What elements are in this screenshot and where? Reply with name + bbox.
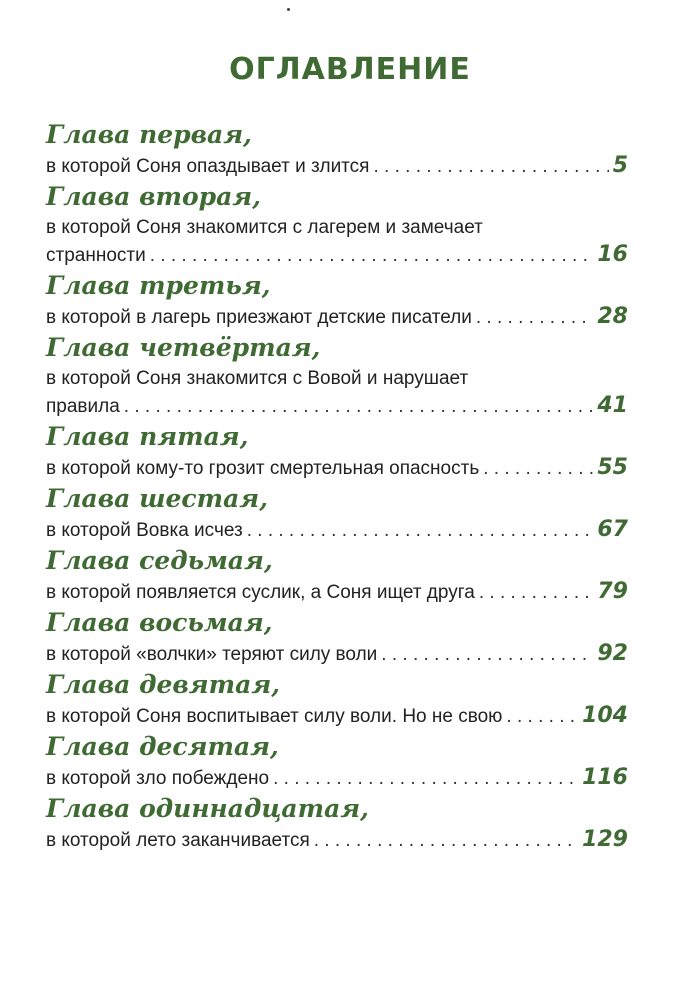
toc-entry[interactable]: [46, 606, 628, 668]
chapter-description: в которой «волчки» теряют силу воли: [46, 644, 378, 665]
dot-leader: [150, 242, 594, 269]
chapter-description: в которой кому-то грозит смертельная опасность: [46, 458, 480, 479]
page-title: ОГЛАВЛЕНИЕ: [229, 52, 471, 87]
toc-entry[interactable]: [46, 331, 628, 420]
chapter-heading: Глава девятая,: [46, 670, 280, 699]
chapter-description-line: [46, 303, 628, 331]
chapter-description-line: [46, 702, 628, 730]
chapter-description: в которой Соня знакомится с Вовой и нарушает: [46, 368, 469, 389]
chapter-heading: Глава одиннадцатая,: [46, 794, 369, 823]
dot-leader: [381, 641, 593, 668]
dot-leader: [476, 304, 594, 331]
chapter-description-line: [46, 578, 628, 606]
toc-entry[interactable]: [46, 420, 628, 482]
chapter-heading: Глава десятая,: [46, 732, 279, 761]
dot-leader: [124, 393, 594, 420]
dot-leader: [314, 827, 578, 854]
page-number: 41: [597, 393, 628, 418]
chapter-description: странности: [46, 245, 146, 266]
dot-leader: [483, 455, 593, 482]
chapter-description-line: [46, 516, 628, 544]
toc-entry[interactable]: [46, 118, 628, 180]
chapter-description: в которой Вовка исчез: [46, 520, 243, 541]
toc-entry[interactable]: [46, 269, 628, 331]
page-number: 129: [582, 827, 628, 852]
chapter-description: в которой в лагерь приезжают детские писатели: [46, 307, 472, 328]
chapter-heading: Глава седьмая,: [46, 546, 273, 575]
dot-leader: [273, 765, 578, 792]
chapter-heading: Глава пятая,: [46, 422, 249, 451]
chapter-description-line: [46, 152, 628, 180]
chapter-description: правила: [46, 396, 120, 417]
toc-entry[interactable]: [46, 180, 628, 269]
chapter-description-line: [46, 764, 628, 792]
chapter-heading: Глава четвёртая,: [46, 333, 321, 362]
chapter-description-line: [46, 392, 628, 420]
toc-entry[interactable]: [46, 730, 628, 792]
toc-entry[interactable]: [46, 792, 628, 854]
toc-entry[interactable]: [46, 544, 628, 606]
chapter-description-line: [46, 826, 628, 854]
dot-leader: [373, 153, 608, 180]
dot-leader: [506, 703, 578, 730]
chapter-heading: Глава шестая,: [46, 484, 268, 513]
page-number: 55: [597, 455, 628, 480]
chapter-heading: Глава первая,: [46, 120, 252, 149]
toc-entry[interactable]: [46, 482, 628, 544]
chapter-description: в которой появляется суслик, а Соня ищет друга: [46, 582, 475, 603]
chapter-heading: Глава третья,: [46, 271, 271, 300]
chapter-description-line: [46, 241, 628, 269]
chapter-heading: Глава восьмая,: [46, 608, 273, 637]
chapter-description-line: [46, 640, 628, 668]
toc-entry[interactable]: [46, 668, 628, 730]
page-number: 16: [597, 242, 628, 267]
dot-leader: [479, 579, 594, 606]
table-of-contents: [46, 118, 628, 854]
chapter-description: в которой Соня воспитывает силу воли. Но не свою: [46, 706, 503, 727]
print-speck: [287, 8, 290, 11]
chapter-heading: Глава вторая,: [46, 182, 261, 211]
page-number: 28: [597, 304, 628, 329]
chapter-description: в которой лето заканчивается: [46, 830, 310, 851]
chapter-description-line: [46, 454, 628, 482]
page-number: 92: [597, 641, 628, 666]
page-number: 104: [582, 703, 628, 728]
chapter-description: в которой Соня знакомится с лагерем и замечает: [46, 217, 483, 238]
dot-leader: [247, 517, 594, 544]
page-number: 116: [582, 765, 628, 790]
page-number: 5: [612, 153, 628, 178]
page-number: 67: [597, 517, 628, 542]
chapter-description: в которой Соня опаздывает и злится: [46, 156, 370, 177]
chapter-description: в которой зло побеждено: [46, 768, 270, 789]
page-number: 79: [597, 579, 628, 604]
